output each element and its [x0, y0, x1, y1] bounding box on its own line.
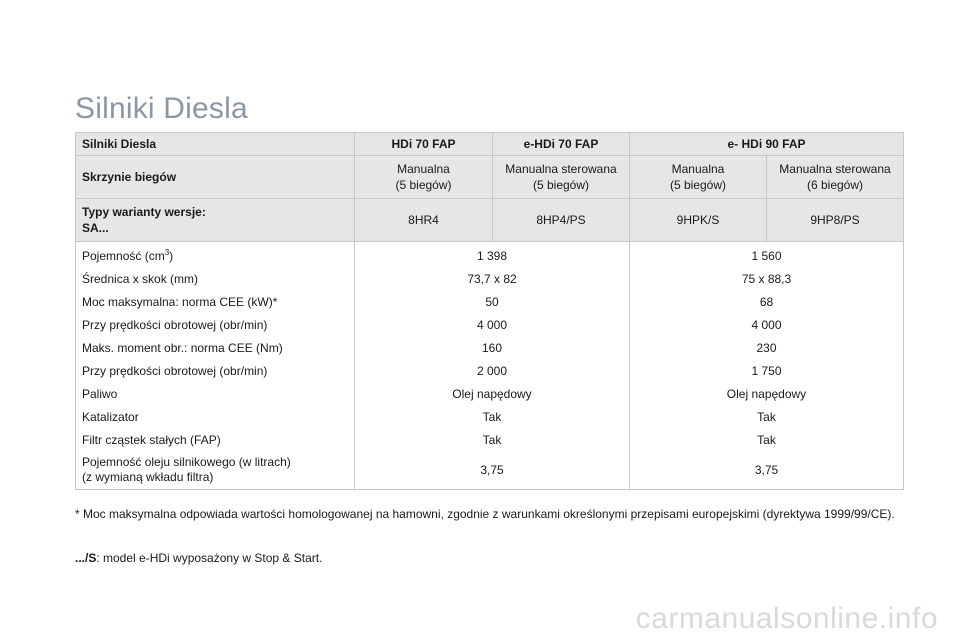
row-value: Tak [355, 405, 630, 428]
row-value: Olej napędowy [630, 382, 904, 405]
version-cell: 9HP8/PS [767, 199, 904, 242]
table-row [76, 336, 904, 359]
version-cell: 9HPK/S [630, 199, 767, 242]
row-label: Średnica x skok (mm) [76, 267, 355, 290]
table-row [76, 313, 904, 336]
row-label: Pojemność oleju silnikowego (w litrach) (z wymianą wkładu filtra) [76, 451, 355, 490]
row-value: 3,75 [630, 451, 904, 490]
row-value: 1 560 [630, 242, 904, 268]
version-cell: 8HR4 [355, 199, 493, 242]
versions-label: Typy warianty wersje: SA... [76, 199, 355, 242]
row-value: 2 000 [355, 359, 630, 382]
engine-ehdi90: e- HDi 90 FAP [630, 133, 904, 156]
row-value: Olej napędowy [355, 382, 630, 405]
row-label: Przy prędkości obrotowej (obr/min) [76, 313, 355, 336]
row-value: 230 [630, 336, 904, 359]
row-value: 73,7 x 82 [355, 267, 630, 290]
table-row [76, 428, 904, 451]
table-row [76, 451, 904, 490]
row-value: 3,75 [355, 451, 630, 490]
gearbox-label: Skrzynie biegów [76, 156, 355, 199]
gearbox-cell: Manualna sterowana (5 biegów) [493, 156, 630, 199]
stop-start-note: .../S: model e-HDi wyposażony w Stop & Start. [75, 551, 323, 565]
table-row [76, 267, 904, 290]
row-value: Tak [630, 405, 904, 428]
engine-spec-table [75, 132, 904, 490]
versions-row [76, 199, 904, 242]
footnote: * Moc maksymalna odpowiada wartości homologowanej na hamowni, zgodnie z warunkami określonymi przepisami europejskimi (dyrektywa 1999/99/CE). [75, 507, 895, 521]
table-row [76, 382, 904, 405]
table-row [76, 290, 904, 313]
header-label: Silniki Diesla [76, 133, 355, 156]
gearbox-row [76, 156, 904, 199]
row-value: 50 [355, 290, 630, 313]
table-row [76, 359, 904, 382]
row-label: Przy prędkości obrotowej (obr/min) [76, 359, 355, 382]
version-cell: 8HP4/PS [493, 199, 630, 242]
row-label: Moc maksymalna: norma CEE (kW)* [76, 290, 355, 313]
row-label: Maks. moment obr.: norma CEE (Nm) [76, 336, 355, 359]
row-label: Pojemność $(cm^3)$ [76, 242, 355, 268]
row-value: 75 x 88,3 [630, 267, 904, 290]
row-value: Tak [630, 428, 904, 451]
table-row [76, 242, 904, 268]
table-header-row [76, 133, 904, 156]
row-value: 4 000 [355, 313, 630, 336]
engine-ehdi70: e-HDi 70 FAP [493, 133, 630, 156]
gearbox-cell: Manualna (5 biegów) [630, 156, 767, 199]
gearbox-cell: Manualna sterowana (6 biegów) [767, 156, 904, 199]
watermark: carmanualsonline.info [635, 602, 938, 635]
row-value: 4 000 [630, 313, 904, 336]
row-label: Filtr cząstek stałych (FAP) [76, 428, 355, 451]
gearbox-cell: Manualna (5 biegów) [355, 156, 493, 199]
row-value: 1 398 [355, 242, 630, 268]
row-value: Tak [355, 428, 630, 451]
row-value: 68 [630, 290, 904, 313]
table-row [76, 405, 904, 428]
row-label: Paliwo [76, 382, 355, 405]
engine-hdi70: HDi 70 FAP [355, 133, 493, 156]
row-label: Katalizator [76, 405, 355, 428]
row-value: 1 750 [630, 359, 904, 382]
row-value: 160 [355, 336, 630, 359]
page-title: Silniki Diesla [75, 92, 248, 125]
